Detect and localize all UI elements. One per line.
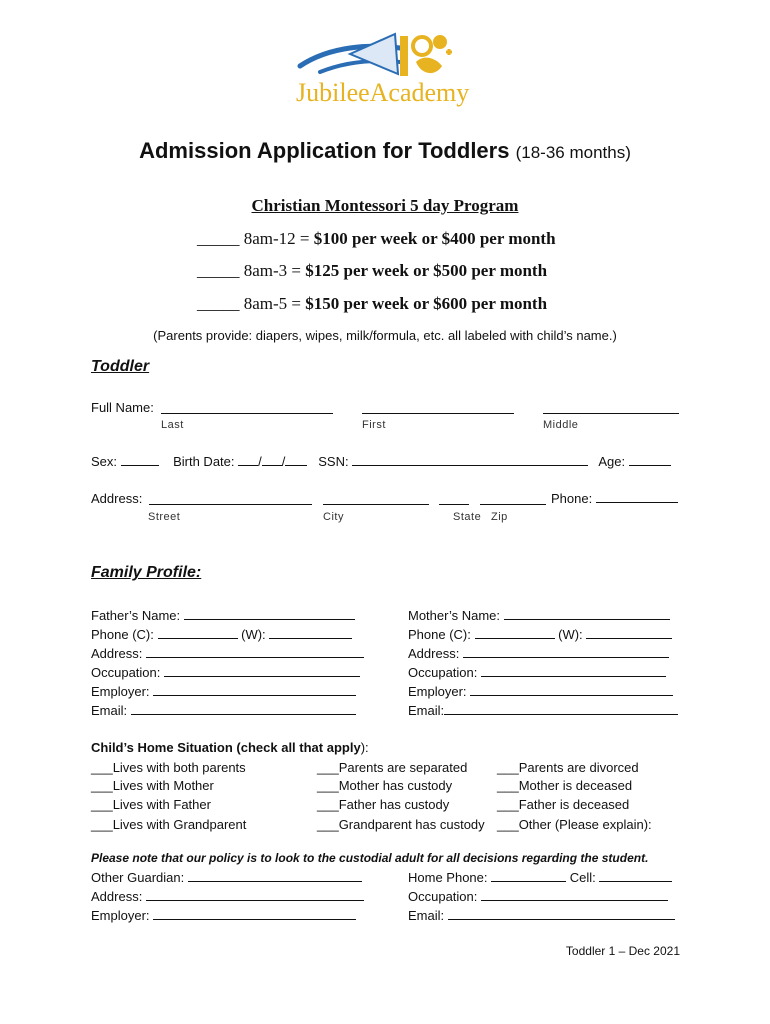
option-blank[interactable]: _____ <box>197 229 240 248</box>
address-label: Address: <box>91 491 143 506</box>
checkbox-item[interactable]: ___Mother is deceased <box>497 778 633 793</box>
guardian-address-label: Address: <box>91 889 143 904</box>
mother-employer-label: Employer: <box>408 684 467 699</box>
guardian-occupation-label: Occupation: <box>408 889 478 904</box>
checkbox-item[interactable]: ___Other (Please explain): <box>497 817 652 832</box>
phone-label: Phone: <box>551 491 593 506</box>
sex-field[interactable] <box>121 454 159 466</box>
father-email-label: Email: <box>91 703 128 718</box>
middle-label: Middle <box>543 419 579 431</box>
option-blank[interactable]: _____ <box>197 261 240 280</box>
father-phone-c-label: Phone (C): <box>91 627 154 642</box>
checkbox-item[interactable]: ___Grandparent has custody <box>317 817 485 832</box>
cell-label: Cell: <box>569 870 596 885</box>
father-phone-w-label: (W): <box>241 627 266 642</box>
other-guardian-field[interactable] <box>188 870 362 882</box>
sex-label: Sex: <box>91 454 118 469</box>
mother-name-field[interactable] <box>504 608 670 620</box>
checkbox-item[interactable]: ___Father is deceased <box>497 797 630 812</box>
logo-text-academy: Academy <box>369 78 470 107</box>
mother-address-field[interactable] <box>463 646 669 658</box>
father-occupation-label: Occupation: <box>91 665 161 680</box>
father-phone-c-field[interactable] <box>158 627 238 639</box>
home-phone-field[interactable] <box>491 870 566 882</box>
home-situation-title-end: ): <box>360 740 369 755</box>
guardian-employer-label: Employer: <box>91 908 150 923</box>
mother-occupation-label: Occupation: <box>408 665 478 680</box>
logo-graphic-icon <box>290 26 480 86</box>
option-row-2 <box>197 261 547 281</box>
zip-label: Zip <box>491 511 508 523</box>
title-age-range: (18-36 months) <box>515 143 631 162</box>
footer-version: Toddler 1 – Dec 2021 <box>565 944 680 958</box>
checkbox-item[interactable]: ___Father has custody <box>317 797 450 812</box>
parents-note: (Parents provide: diapers, wipes, milk/formula, etc. all labeled with child’s name.) <box>153 328 617 343</box>
birth-year-field[interactable] <box>285 454 307 466</box>
birth-date-label: Birth Date: <box>173 454 235 469</box>
guardian-occupation-field[interactable] <box>481 889 668 901</box>
checkbox-item[interactable]: ___Lives with both parents <box>91 760 246 775</box>
guardian-email-field[interactable] <box>448 908 675 920</box>
guardian-email-label: Email: <box>408 908 445 923</box>
street-label: Street <box>148 511 181 523</box>
ssn-label: SSN: <box>318 454 349 469</box>
checkbox-item[interactable]: ___Lives with Grandparent <box>91 817 247 832</box>
mother-phone-w-label: (W): <box>558 627 583 642</box>
mother-phone-c-field[interactable] <box>475 627 555 639</box>
father-email-field[interactable] <box>131 703 356 715</box>
last-name-field[interactable] <box>161 401 333 414</box>
father-name-field[interactable] <box>184 608 355 620</box>
city-field[interactable] <box>323 492 429 505</box>
page-title <box>0 138 770 164</box>
age-field[interactable] <box>629 454 671 466</box>
option-time: 8am-12 = <box>243 229 310 248</box>
mother-phone-w-field[interactable] <box>586 627 672 639</box>
mother-occupation-field[interactable] <box>481 665 666 677</box>
title-main: Admission Application for Toddlers <box>139 138 510 163</box>
first-name-field[interactable] <box>362 401 514 414</box>
policy-note: Please note that our policy is to look to the custodial adult for all decisions regarding the student. <box>91 851 649 865</box>
father-address-field[interactable] <box>146 646 364 658</box>
family-heading: Family Profile: <box>91 564 202 581</box>
birth-month-field[interactable] <box>238 454 258 466</box>
mother-phone-c-label: Phone (C): <box>408 627 471 642</box>
home-situation-heading <box>91 740 369 755</box>
other-guardian-label: Other Guardian: <box>91 870 185 885</box>
father-phone-w-field[interactable] <box>269 627 352 639</box>
middle-name-field[interactable] <box>543 401 679 414</box>
option-blank[interactable]: _____ <box>197 294 240 313</box>
option-time: 8am-5 = <box>243 294 302 313</box>
father-occupation-field[interactable] <box>164 665 360 677</box>
mother-name-label: Mother’s Name: <box>408 608 500 623</box>
option-price: $150 per week or $600 per month <box>305 294 548 313</box>
option-row-1 <box>197 229 556 249</box>
mother-employer-field[interactable] <box>470 684 673 696</box>
father-employer-label: Employer: <box>91 684 150 699</box>
zip-field[interactable] <box>480 492 546 505</box>
guardian-employer-field[interactable] <box>153 908 356 920</box>
state-field[interactable] <box>439 492 469 505</box>
mother-address-label: Address: <box>408 646 460 661</box>
father-name-label: Father’s Name: <box>91 608 181 623</box>
home-situation-title: Child’s Home Situation (check all that apply <box>91 740 361 755</box>
mother-email-field[interactable] <box>444 703 678 715</box>
checkbox-item[interactable]: ___Lives with Mother <box>91 778 214 793</box>
birth-day-field[interactable] <box>262 454 282 466</box>
option-price: $125 per week or $500 per month <box>305 261 548 280</box>
option-row-3 <box>197 294 547 314</box>
state-label: State <box>453 511 482 523</box>
checkbox-item[interactable]: ___Mother has custody <box>317 778 453 793</box>
home-phone-label: Home Phone: <box>408 870 488 885</box>
toddler-heading: Toddler <box>91 358 150 375</box>
logo-text-jubilee: Jubilee <box>296 78 370 107</box>
program-title: Christian Montessori 5 day Program <box>251 196 519 215</box>
guardian-address-field[interactable] <box>146 889 364 901</box>
street-field[interactable] <box>149 492 312 505</box>
checkbox-item[interactable]: ___Parents are separated <box>317 760 468 775</box>
last-label: Last <box>161 419 184 431</box>
father-employer-field[interactable] <box>153 684 356 696</box>
age-label: Age: <box>598 454 626 469</box>
option-time: 8am-3 = <box>243 261 302 280</box>
cell-field[interactable] <box>599 870 672 882</box>
city-label: City <box>323 511 344 523</box>
first-label: First <box>362 419 386 431</box>
checkbox-item[interactable]: ___Parents are divorced <box>497 760 639 775</box>
checkbox-item[interactable]: ___Lives with Father <box>91 797 211 812</box>
academy-logo <box>290 26 480 110</box>
option-price: $100 per week or $400 per month <box>313 229 556 248</box>
mother-email-label: Email: <box>408 703 445 718</box>
full-name-label: Full Name: <box>91 400 154 415</box>
ssn-field[interactable] <box>352 454 588 466</box>
father-address-label: Address: <box>91 646 143 661</box>
phone-field[interactable] <box>596 491 678 503</box>
